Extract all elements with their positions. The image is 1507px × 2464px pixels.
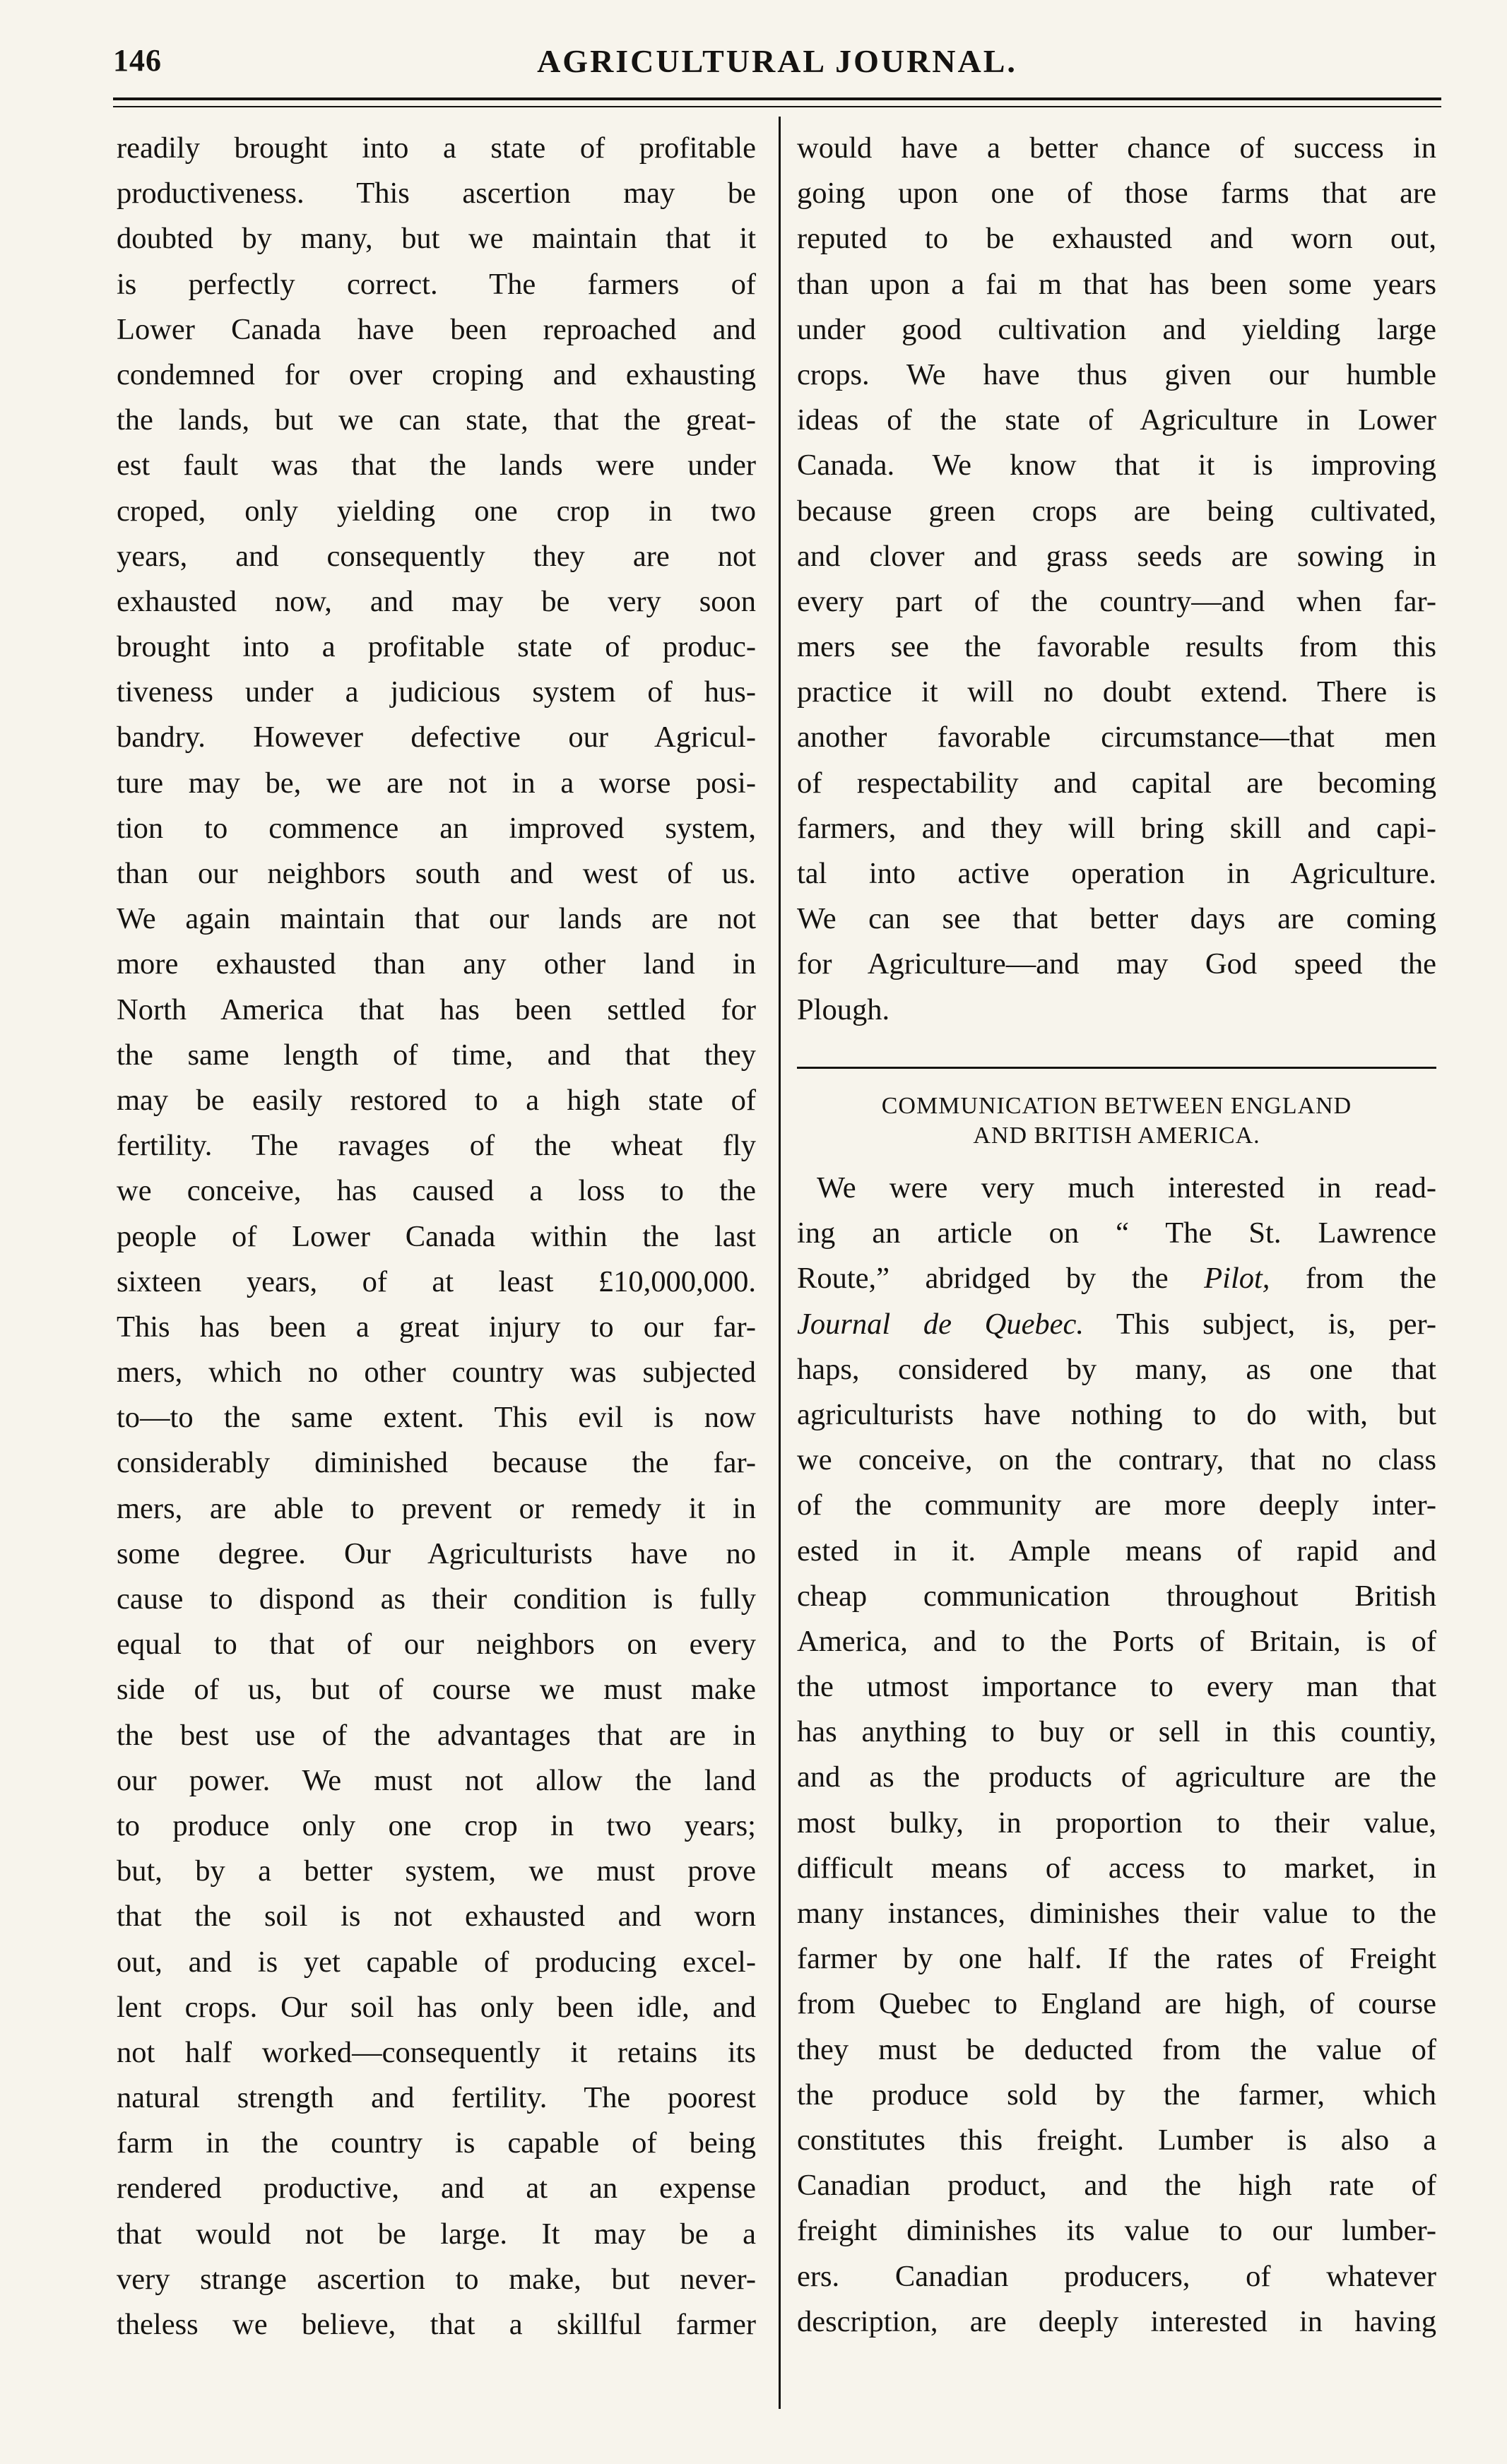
text-line: croped, only yielding one crop in two — [117, 494, 756, 528]
text-line: Canadian product, and the high rate of — [797, 2169, 1436, 2203]
text-line: mers, are able to prevent or remedy it in — [117, 1491, 756, 1525]
text-line: theless we believe, that a skillful farmer — [117, 2308, 756, 2341]
text-line: We were very much interested in read- — [817, 1171, 1436, 1204]
text-line: but, by a better system, we must prove — [117, 1854, 756, 1888]
text-line: more exhausted than any other land in — [117, 947, 756, 981]
text-line: farmer by one half. If the rates of Freight — [797, 1942, 1436, 1976]
text-line: Lower Canada have been reproached and — [117, 312, 756, 346]
text-line: tal into active operation in Agriculture. — [797, 857, 1436, 890]
text-line: the best use of the advantages that are in — [117, 1718, 756, 1752]
text-line: from Quebec to England are high, of course — [797, 1987, 1436, 2021]
text-line: crops. We have thus given our humble — [797, 357, 1436, 391]
text-line: Plough. — [797, 993, 890, 1026]
header-rule-thick — [113, 97, 1441, 100]
text-line: the produce sold by the farmer, which — [797, 2078, 1436, 2111]
text-line: agriculturists have nothing to do with, but — [797, 1397, 1436, 1431]
text-line: of respectability and capital are becoming — [797, 766, 1436, 800]
text-line: North America that has been settled for — [117, 993, 756, 1026]
text-line: practice it will no doubt extend. There is — [797, 675, 1436, 709]
text-line: and clover and grass seeds are sowing in — [797, 539, 1436, 573]
text-line — [797, 1302, 1436, 1347]
text-line: lent crops. Our soil has only been idle, and — [117, 1990, 756, 2024]
text-line: not half worked—consequently it retains its — [117, 2035, 756, 2069]
text-line: than upon a fai m that has been some years — [797, 267, 1436, 301]
text-line: Canada. We know that it is improving — [797, 449, 1436, 482]
text-line: productiveness. This ascertion may be — [117, 177, 756, 211]
text-line: of the community are more deeply inter- — [797, 1488, 1436, 1522]
text-line: the utmost importance to every man that — [797, 1670, 1436, 1704]
text-line: description, are deeply interested in having — [797, 2304, 1436, 2338]
text-line: side of us, but of course we must make — [117, 1673, 756, 1707]
text-line: reputed to be exhausted and worn out, — [797, 222, 1436, 256]
section-divider — [797, 1067, 1436, 1069]
text-line: that would not be large. It may be a — [117, 2217, 756, 2251]
text-line: bandry. However defective our Agricul- — [117, 721, 756, 754]
page-number: 146 — [113, 43, 162, 78]
text-line: ing an article on “ The St. Lawrence — [797, 1216, 1436, 1250]
text-line: America, and to the Ports of Britain, is of — [797, 1624, 1436, 1658]
text-line: haps, considered by many, as one that — [797, 1352, 1436, 1386]
text-line: to—to the same extent. This evil is now — [117, 1401, 756, 1435]
text-line: many instances, diminishes their value to the — [797, 1897, 1436, 1930]
text-fragment: Route,” abridged by the — [797, 1262, 1205, 1296]
text-line: ers. Canadian producers, of whatever — [797, 2259, 1436, 2293]
text-line: difficult means of access to market, in — [797, 1851, 1436, 1885]
text-line: ested in it. Ample means of rapid and — [797, 1534, 1436, 1568]
text-line: condemned for over croping and exhausting — [117, 357, 756, 391]
text-line: doubted by many, but we maintain that it — [117, 222, 756, 256]
text-line: has anything to buy or sell in this countiy, — [797, 1715, 1436, 1749]
text-line: tion to commence an improved system, — [117, 811, 756, 845]
text-line: people of Lower Canada within the last — [117, 1219, 756, 1253]
text-line: We again maintain that our lands are not — [117, 902, 756, 936]
text-line: going upon one of those farms that are — [797, 177, 1436, 211]
text-line: cheap communication throughout British — [797, 1579, 1436, 1613]
article-heading-line: AND BRITISH AMERICA. — [973, 1123, 1260, 1149]
header-rule-thin — [113, 106, 1441, 107]
text-line: most bulky, in proportion to their value, — [797, 1806, 1436, 1840]
text-line: We can see that better days are coming — [797, 902, 1436, 936]
text-line: would have a better chance of success in — [797, 131, 1436, 165]
text-line: they must be deducted from the value of — [797, 2032, 1436, 2066]
article-heading — [797, 1091, 1436, 1151]
text-line: to produce only one crop in two years; — [117, 1808, 756, 1842]
text-line: out, and is yet capable of producing excel- — [117, 1945, 756, 1979]
text-line: and as the products of agriculture are the — [797, 1760, 1436, 1794]
column-divider — [779, 117, 781, 2409]
text-line: readily brought into a state of profitable — [117, 131, 756, 165]
text-line: years, and consequently they are not — [117, 539, 756, 573]
text-line: every part of the country—and when far- — [797, 584, 1436, 618]
text-line: for Agriculture—and may God speed the — [797, 947, 1436, 981]
text-line: that the soil is not exhausted and worn — [117, 1900, 756, 1933]
text-line: some degree. Our Agriculturists have no — [117, 1536, 756, 1570]
text-line: This has been a great injury to our far- — [117, 1310, 756, 1344]
text-fragment: This subject, is, per- — [1084, 1307, 1436, 1341]
text-line: constitutes this freight. Lumber is also a — [797, 2123, 1436, 2157]
text-line: may be easily restored to a high state of — [117, 1083, 756, 1117]
text-line: under good cultivation and yielding large — [797, 312, 1436, 346]
text-line: the same length of time, and that they — [117, 1038, 756, 1072]
text-line: sixteen years, of at least £10,000,000. — [117, 1264, 756, 1298]
right-column-continuation — [797, 126, 1436, 1033]
text-line: rendered productive, and at an expense — [117, 2172, 756, 2205]
text-line: we conceive, on the contrary, that no class — [797, 1443, 1436, 1477]
text-line: brought into a profitable state of produc- — [117, 630, 756, 664]
text-line: is perfectly correct. The farmers of — [117, 267, 756, 301]
left-column — [117, 126, 756, 2347]
text-line: ideas of the state of Agriculture in Lower — [797, 403, 1436, 437]
text-fragment: from the — [1270, 1262, 1436, 1296]
text-line — [797, 1256, 1436, 1301]
text-line: mers, which no other country was subjected — [117, 1356, 756, 1390]
text-line: farm in the country is capable of being — [117, 2126, 756, 2160]
newspaper-name: Journal de Quebec. — [797, 1307, 1085, 1341]
text-line: fertility. The ravages of the wheat fly — [117, 1129, 756, 1163]
text-line: ture may be, we are not in a worse posi- — [117, 766, 756, 800]
text-line: we conceive, has caused a loss to the — [117, 1174, 756, 1208]
text-line: considerably diminished because the far- — [117, 1446, 756, 1480]
text-line: farmers, and they will bring skill and capi- — [797, 811, 1436, 845]
text-line: the lands, but we can state, that the great- — [117, 403, 756, 437]
page-header — [113, 37, 1441, 86]
article-heading-line: COMMUNICATION BETWEEN ENGLAND — [881, 1093, 1352, 1119]
running-title: AGRICULTURAL JOURNAL. — [537, 43, 1017, 79]
text-line: mers see the favorable results from this — [797, 630, 1436, 664]
text-line: because green crops are being cultivated, — [797, 494, 1436, 528]
text-line: exhausted now, and may be very soon — [117, 584, 756, 618]
text-line: equal to that of our neighbors on every — [117, 1628, 756, 1662]
article-body — [797, 1166, 1436, 2345]
text-line: freight diminishes its value to our lumber- — [797, 2214, 1436, 2248]
text-line: another favorable circumstance—that men — [797, 721, 1436, 754]
text-line: than our neighbors south and west of us. — [117, 857, 756, 890]
text-line: our power. We must not allow the land — [117, 1763, 756, 1797]
text-line: tiveness under a judicious system of hus- — [117, 675, 756, 709]
text-line: cause to dispond as their condition is fully — [117, 1582, 756, 1616]
newspaper-name: Pilot, — [1204, 1262, 1270, 1296]
text-line: est fault was that the lands were under — [117, 449, 756, 482]
text-line: very strange ascertion to make, but never- — [117, 2262, 756, 2296]
text-line: natural strength and fertility. The poorest — [117, 2081, 756, 2115]
